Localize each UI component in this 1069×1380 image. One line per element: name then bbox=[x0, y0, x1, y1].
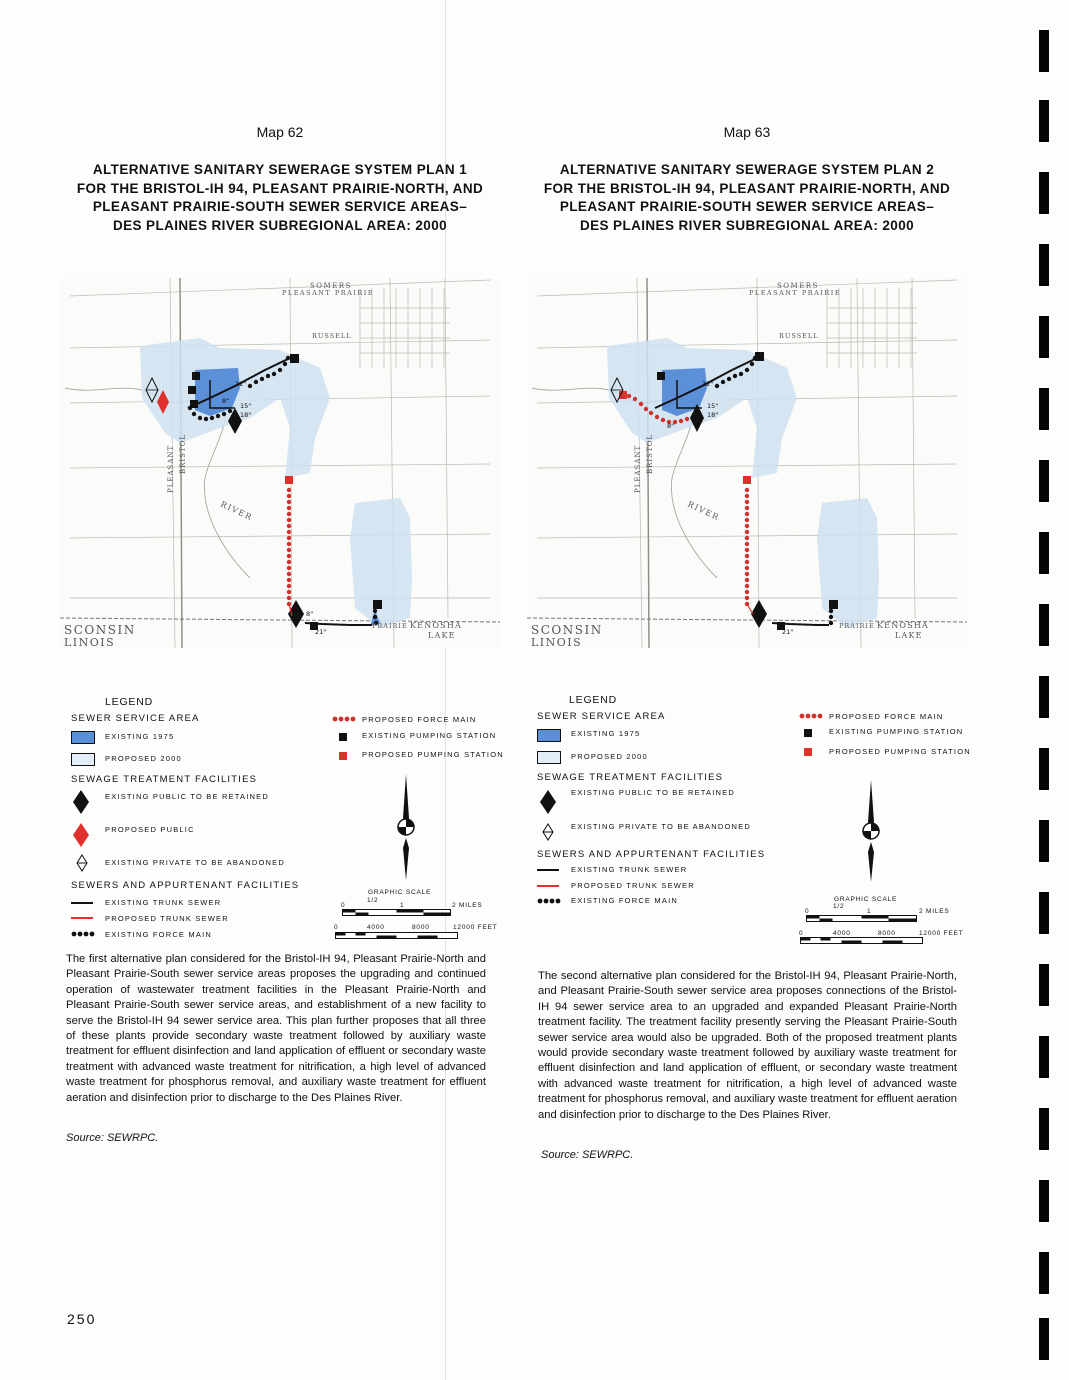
map-number: Map 63 bbox=[723, 124, 771, 140]
scale-bar-miles bbox=[806, 915, 918, 923]
swatch-existing-area bbox=[537, 729, 561, 742]
proposed-trunk-line-icon bbox=[71, 917, 93, 919]
body-paragraph: The second alternative plan considered for the Bristol-IH 94, Pleasant Prairie-North, and Pleasant Prairie-South sewer service area proposes connections of the Bristol-IH 94 sewer service area to an upgraded and expanded Pleasant Prairie-North treatment facility. The treatment facility presently serving the Pleasant Prairie-South sewer service area would also be upgraded. Both of the proposed treatment plants would provide secondary waste treatment followed by auxiliary waste treatment for effluent disinfection and land application of effluent, or secondary waste treatment with advanced waste treatment for nitrification, a high level of advanced waste treatment for phosphorus removal, and auxiliary waste treatment for effluent aeration and disinfection prior to discharge to the Des Plaines River. bbox=[538, 970, 957, 1121]
proposed-force-main-icon bbox=[799, 712, 823, 720]
svg-text:18": 18" bbox=[707, 411, 719, 419]
svg-text:PRAIRIE: PRAIRIE bbox=[839, 622, 875, 630]
svg-text:RUSSELL: RUSSELL bbox=[779, 332, 819, 340]
svg-text:PLEASANT: PLEASANT bbox=[167, 444, 175, 493]
proposed-public-diamond-icon bbox=[72, 822, 90, 848]
existing-public-diamond-icon bbox=[539, 789, 557, 815]
swatch-proposed-area bbox=[537, 751, 561, 764]
svg-text:LAKE: LAKE bbox=[428, 631, 456, 640]
existing-force-main-icon bbox=[71, 930, 95, 938]
svg-text:12": 12" bbox=[235, 380, 247, 388]
swatch-proposed-area bbox=[71, 753, 95, 766]
existing-pumping-station-icon bbox=[339, 733, 347, 741]
svg-text:12": 12" bbox=[702, 380, 714, 388]
existing-pumping-station-icon bbox=[804, 729, 812, 737]
north-arrow-icon bbox=[394, 772, 418, 882]
svg-text:SCONSIN: SCONSIN bbox=[531, 623, 603, 637]
svg-text:RUSSELL: RUSSELL bbox=[312, 332, 352, 340]
map-legend: LEGEND SEWER SERVICE AREA EXISTING 1975 PROPOSED 2000 SEWAGE TREATMENT FACILITIES EXISTING PUBLIC TO BE RETAINED EXISTING PRIVATE TO BE ABANDONED SEWERS AND APPURTENANT FACILITIES EXISTING TRUNK SEWER PROPOSED TRUNK SEWER EXISTING FORCE MAIN PROPOSED FORCE MAIN EXISTING PUMPING STATION PROPOSED PUMPING STATION GRAPHIC SCALE 0 1/2 1 2 MILES 0 4000 8000 12000 FEET bbox=[527, 694, 967, 944]
map-title: ALTERNATIVE SANITARY SEWERAGE SYSTEM PLAN 1 FOR THE BRISTOL-IH 94, PLEASANT PRAIRIE-NORTH, AND PLEASANT PRAIRIE-SOUTH SEWER SERVICE AREAS– DES PLAINES RIVER SUBREGIONAL AREA: 2000 bbox=[76, 162, 484, 233]
scale-bar-feet bbox=[800, 937, 924, 945]
svg-text:18": 18" bbox=[240, 411, 252, 419]
existing-force-main-icon bbox=[537, 897, 561, 905]
source-note: Source: SEWRPC. bbox=[66, 1132, 159, 1144]
page-number: 250 bbox=[67, 1311, 97, 1327]
svg-text:PRAIRIE: PRAIRIE bbox=[372, 622, 408, 630]
svg-text:RIVER: RIVER bbox=[219, 499, 255, 523]
existing-private-diamond-icon bbox=[76, 854, 88, 872]
proposed-pumping-station-icon bbox=[339, 752, 347, 760]
svg-text:SCONSIN: SCONSIN bbox=[64, 623, 136, 637]
existing-public-diamond-icon bbox=[72, 789, 90, 815]
svg-text:KENOSHA: KENOSHA bbox=[410, 621, 463, 630]
sewer-map bbox=[527, 278, 967, 648]
svg-text:LINOIS: LINOIS bbox=[531, 636, 583, 648]
svg-text:RIVER: RIVER bbox=[686, 499, 722, 523]
proposed-trunk-line-icon bbox=[537, 885, 559, 887]
scale-bar-miles bbox=[342, 909, 452, 917]
svg-text:BRISTOL: BRISTOL bbox=[646, 433, 654, 474]
body-paragraph: The first alternative plan considered for the Bristol-IH 94, Pleasant Prairie-North and Pleasant Prairie-South sewer service areas proposes the upgrading and continued operation of wastewater treatment facilities in the Pleasant Prairie-North and Pleasant Prairie-South sewer service areas, and establishment of a new facility to serve the Bristol-IH 94 sewer service area. This plan further proposes that all three of these plants provide secondary waste treatment followed by auxiliary waste treatment for effluent disinfection and land application of effluent or secondary waste treatment with advanced waste treatment for nitrification, a high level of advanced waste treatment for phosphorus removal, and auxiliary waste treatment for effluent aeration and disinfection prior to discharge to the Des Plaines River. bbox=[66, 953, 486, 1104]
swatch-existing-area bbox=[71, 731, 95, 744]
sewer-map bbox=[60, 278, 500, 648]
svg-text:LINOIS: LINOIS bbox=[64, 636, 116, 648]
scale-bar-feet bbox=[335, 932, 459, 940]
svg-text:SOMERS: SOMERS bbox=[777, 282, 819, 290]
north-arrow-icon bbox=[859, 778, 883, 884]
existing-trunk-line-icon bbox=[537, 869, 559, 871]
existing-trunk-line-icon bbox=[71, 902, 93, 904]
source-note: Source: SEWRPC. bbox=[541, 1149, 634, 1161]
svg-text:PLEASANT PRAIRIE: PLEASANT PRAIRIE bbox=[749, 289, 842, 297]
map-legend: LEGEND SEWER SERVICE AREA EXISTING 1975 PROPOSED 2000 SEWAGE TREATMENT FACILITIES EXISTING PUBLIC TO BE RETAINED PROPOSED PUBLIC EXISTING PRIVATE TO BE ABANDONED SEWERS AND APPURTENANT FACILITIES EXISTING TRUNK SEWER PROPOSED TRUNK SEWER EXISTING FORCE MAIN PROPOSED FORCE MAIN EXISTING PUMPING STATION PROPOSED PUMPING STATION GRAPHIC SCALE 0 1/2 1 2 MILES 0 4000 8000 12000 FEET bbox=[71, 696, 504, 939]
proposed-pumping-station-icon bbox=[804, 748, 812, 756]
svg-text:8": 8" bbox=[306, 610, 314, 618]
svg-text:BRISTOL: BRISTOL bbox=[179, 433, 187, 474]
svg-text:8": 8" bbox=[667, 422, 675, 430]
svg-text:LAKE: LAKE bbox=[895, 631, 923, 640]
svg-text:8": 8" bbox=[222, 397, 230, 405]
svg-text:21": 21" bbox=[782, 628, 794, 636]
svg-text:21": 21" bbox=[315, 628, 327, 636]
svg-text:15": 15" bbox=[707, 402, 719, 410]
map-title: ALTERNATIVE SANITARY SEWERAGE SYSTEM PLAN 2 FOR THE BRISTOL-IH 94, PLEASANT PRAIRIE-NORTH, AND PLEASANT PRAIRIE-SOUTH SEWER SERVICE AREAS– DES PLAINES RIVER SUBREGIONAL AREA: 2000 bbox=[543, 162, 951, 233]
svg-text:SOMERS: SOMERS bbox=[310, 282, 352, 290]
proposed-force-main-icon bbox=[332, 715, 356, 723]
svg-text:15": 15" bbox=[240, 402, 252, 410]
svg-text:PLEASANT PRAIRIE: PLEASANT PRAIRIE bbox=[282, 289, 375, 297]
svg-text:PLEASANT: PLEASANT bbox=[634, 444, 642, 493]
svg-text:KENOSHA: KENOSHA bbox=[877, 621, 930, 630]
existing-private-diamond-icon bbox=[542, 823, 554, 841]
map-number: Map 62 bbox=[256, 124, 304, 140]
